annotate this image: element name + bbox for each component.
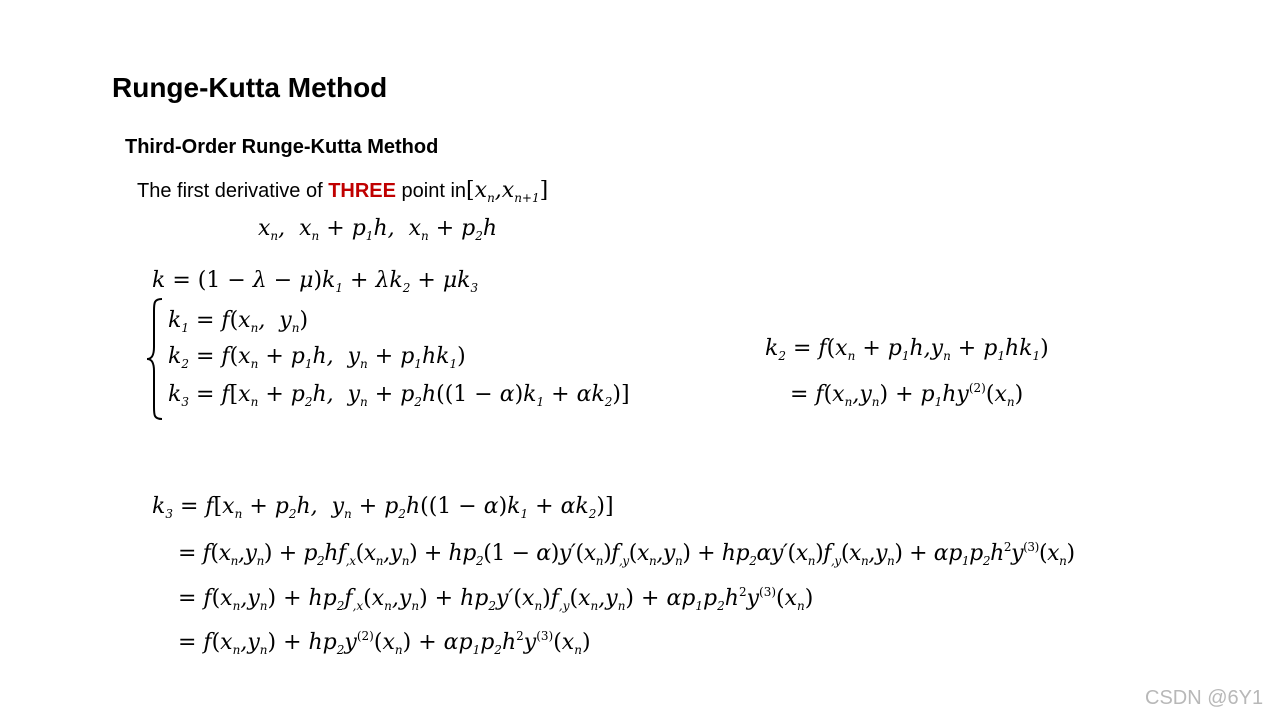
- section-heading: Third-Order Runge-Kutta Method: [125, 136, 439, 158]
- intro-highlight: THREE: [328, 180, 396, 202]
- k2-expansion-line2: = $f(x_n,y_n) + p_1hy^{(2)}(x_n)$: [790, 381, 1024, 409]
- page-title: Runge-Kutta Method: [112, 72, 388, 103]
- intro-text-after: point in: [395, 180, 467, 202]
- intro-text-before: The first derivative of: [137, 180, 329, 202]
- k3-expansion-line1: $k_3 = f[x_n + p_2h$, $y_n + p_2h((1 - \alpha)k_1 + \alpha k_2)$]: [152, 494, 614, 521]
- watermark: CSDN @6Y1: [1145, 687, 1264, 709]
- points-formula: $x_n$, $x_n + p_1h$, $x_n + p_2h$: [258, 216, 498, 243]
- k3-expansion-line4: = $f(x_n,y_n) + hp_2y^{(2)}(x_n) + \alpha p_1p_2h^2y^{(3)}(x_n)$: [178, 629, 591, 657]
- k-formula: $k = (1 - \lambda - \mu)k_1 + \lambda k_2 + \mu k_3$: [152, 268, 479, 295]
- k2-formula: $k_2 = f(x_n + p_1h$, $y_n + p_1hk_1$): [168, 344, 466, 371]
- interval-formula: $[x_n,x_{n+1}]$: [466, 178, 549, 205]
- k2-expansion-line1: $k_2 = f(x_n + p_1h,y_n + p_1hk_1)$: [765, 336, 1049, 363]
- k3-expansion-line2: = $f(x_n,y_n) + p_2hf_{,x}(x_n,y_n) + hp_2(1 - \alpha)y'(x_n)f_{,y}(x_n,y_n) + hp_2\alpha y'(x_n)f_{,y}(x_n,y_n) + \alpha p_1p_2h^2y^{(3)}(x_n)$: [178, 540, 1075, 568]
- k3-expansion-line3: = $f(x_n,y_n) + hp_2f_{,x}(x_n,y_n) + hp_2y'(x_n)f_{,y}(x_n,y_n) + \alpha p_1p_2h^2y^{(3)}(x_n)$: [178, 585, 814, 613]
- brace-icon: [146, 297, 164, 421]
- k3-formula: $k_3 = f[x_n + p_2h$, $y_n + p_2h((1 - \alpha)k_1 + \alpha k_2)$]: [168, 382, 630, 409]
- intro-line: [137, 180, 548, 204]
- k1-formula: $k_1 = f(x_n$, $y_n$): [168, 308, 309, 335]
